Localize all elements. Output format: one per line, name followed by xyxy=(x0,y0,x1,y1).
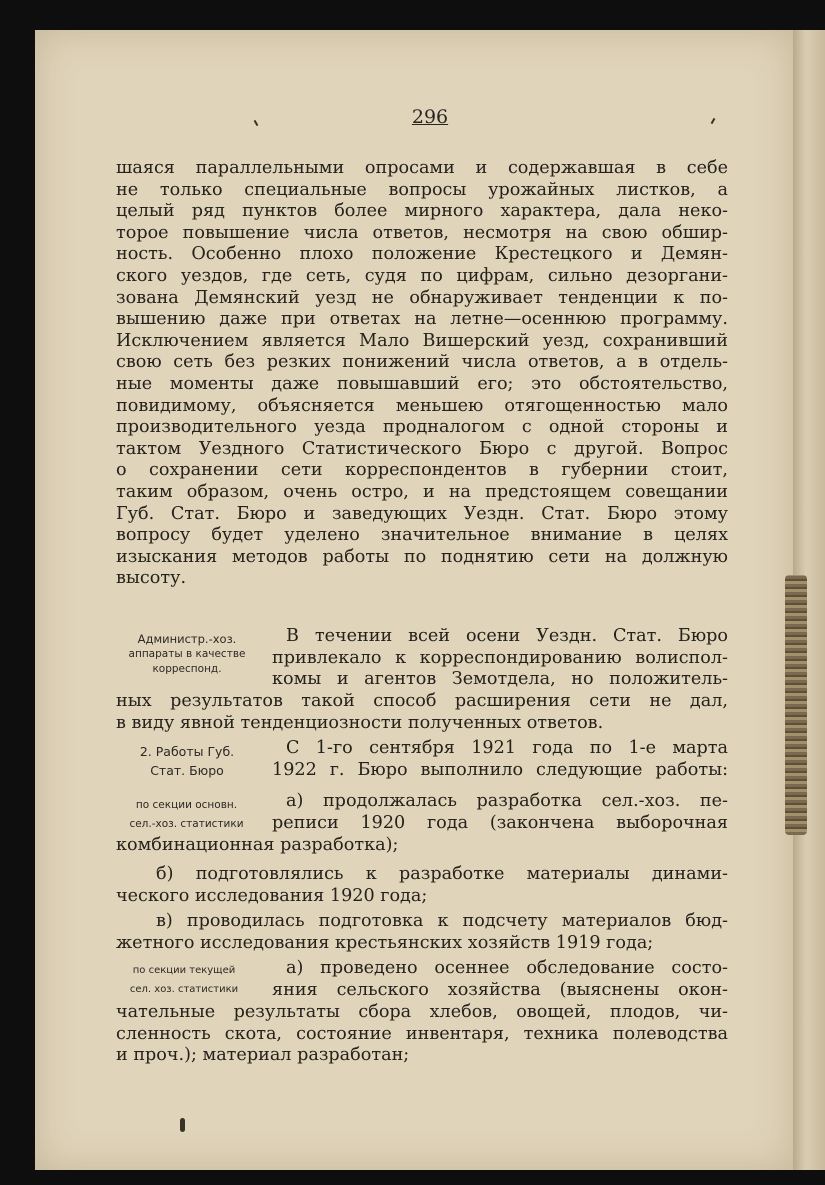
text-line: о сохранении сети корреспондентов в губернии стоит, xyxy=(116,460,728,481)
text-line: вопросу будет уделено значительное внимание в целях xyxy=(116,525,728,546)
margin-note-line: Администр.-хоз. xyxy=(137,632,237,646)
text-line: Губ. Стат. Бюро и заведующих Уездн. Стат. Бюро этому xyxy=(116,503,728,524)
margin-note-line: сел.-хоз. статистики xyxy=(129,818,244,830)
text-line: ского уездов, где сеть, судя по цифрам, сильно дезоргани- xyxy=(116,265,728,286)
margin-note-line: Стат. Бюро xyxy=(150,763,224,778)
margin-note-admin xyxy=(112,632,262,677)
text-line: В течении всей осени Уездн. Стат. Бюро xyxy=(286,626,728,646)
paragraph-7-indent xyxy=(272,958,728,1001)
paragraph-6 xyxy=(116,911,728,954)
paragraph-7 xyxy=(116,1002,728,1067)
page-number: 296 xyxy=(411,106,449,128)
paragraph-1 xyxy=(116,158,728,590)
text-line: б) подготовлялись к разработке материалы динами- xyxy=(156,864,728,884)
ink-mark xyxy=(180,1118,185,1132)
text-line: таким образом, очень остро, и на предстоящем совещании xyxy=(116,481,728,502)
binding-fragment xyxy=(785,575,807,835)
text-line: повидимому, объясняется меньшею отягощенностью мало xyxy=(116,395,728,416)
paragraph-2 xyxy=(116,691,728,734)
text-line: не только специальные вопросы урожайных листков, а xyxy=(116,179,728,200)
text-line: жетного исследования крестьянских хозяйств 1919 года; xyxy=(116,932,654,953)
text-line: и проч.); материал разработан; xyxy=(116,1045,410,1066)
paragraph-5 xyxy=(116,864,728,907)
text-line: изыскания методов работы по поднятию сети на должную xyxy=(116,546,728,567)
text-line: ные моменты даже повышавший его; это обстоятельство, xyxy=(116,373,728,394)
text-line: а) продолжалась разработка сел.-хоз. пе- xyxy=(286,791,728,811)
margin-note-current-stats xyxy=(104,961,264,999)
margin-note-line: по секции текущей xyxy=(132,965,236,976)
text-line: чательные результаты сбора хлебов, овощей, плодов, чи- xyxy=(116,1002,728,1022)
text-line: ность. Особенно плохо положение Крестецкого и Демян- xyxy=(116,244,728,265)
text-line: ческого исследования 1920 года; xyxy=(116,885,428,906)
text-line: шаяся параллельными опросами и содержавшая в себе xyxy=(116,158,728,178)
paragraph-4 xyxy=(116,835,728,857)
text-line: комбинационная разработка); xyxy=(116,835,399,855)
text-line: С 1-го сентября 1921 года по 1-е марта xyxy=(286,738,728,758)
text-line: яния сельского хозяйства (выяснены окон- xyxy=(272,979,728,1000)
text-line: свою сеть без резких понижений числа ответов, а в отдель- xyxy=(116,352,728,373)
text-line: привлекало к корреспондированию волиспол- xyxy=(272,647,728,668)
paragraph-2-indent xyxy=(272,626,728,691)
text-line: в) проводилась подготовка к подсчету материалов бюд- xyxy=(156,911,728,931)
margin-note-works xyxy=(112,742,262,780)
text-line: а) проведено осеннее обследование состо- xyxy=(286,958,728,978)
margin-note-basic-stats xyxy=(104,796,269,834)
margin-note-line: аппараты в качестве xyxy=(128,648,246,660)
text-line: высоту. xyxy=(116,568,187,589)
text-line: производительного уезда продналогом с одной стороны и xyxy=(116,417,728,438)
text-line: Исключением является Мало Вишерский уезд, сохранивший xyxy=(116,330,728,351)
text-line: 1922 г. Бюро выполнило следующие работы: xyxy=(272,759,728,780)
text-line: целый ряд пунктов более мирного характера, дала неко- xyxy=(116,201,728,222)
text-line: сленность скота, состояние инвентаря, техника полеводства xyxy=(116,1023,728,1044)
text-line: зована Демянский уезд не обнаруживает тенденции к по- xyxy=(116,287,728,308)
margin-note-line: сел. хоз. статистики xyxy=(129,984,239,995)
margin-note-line: по секции основн. xyxy=(135,799,238,811)
text-line: комы и агентов Земотдела, но положитель- xyxy=(272,669,728,690)
paragraph-4-indent xyxy=(272,791,728,834)
text-line: в виду явной тенденциозности полученных ответов. xyxy=(116,712,604,733)
text-line: реписи 1920 года (закончена выборочная xyxy=(272,812,728,833)
text-line: торое повышение числа ответов, несмотря на свою обшир- xyxy=(116,222,728,243)
margin-note-line: 2. Работы Губ. xyxy=(139,744,235,759)
margin-note-line: корреспонд. xyxy=(152,663,222,675)
text-line: тактом Уездного Статистического Бюро с другой. Вопрос xyxy=(116,438,728,459)
paragraph-3 xyxy=(272,738,728,781)
text-line: ных результатов такой способ расширения сети не дал, xyxy=(116,691,728,711)
text-line: вышению даже при ответах на летне—осеннюю программу. xyxy=(116,309,728,330)
